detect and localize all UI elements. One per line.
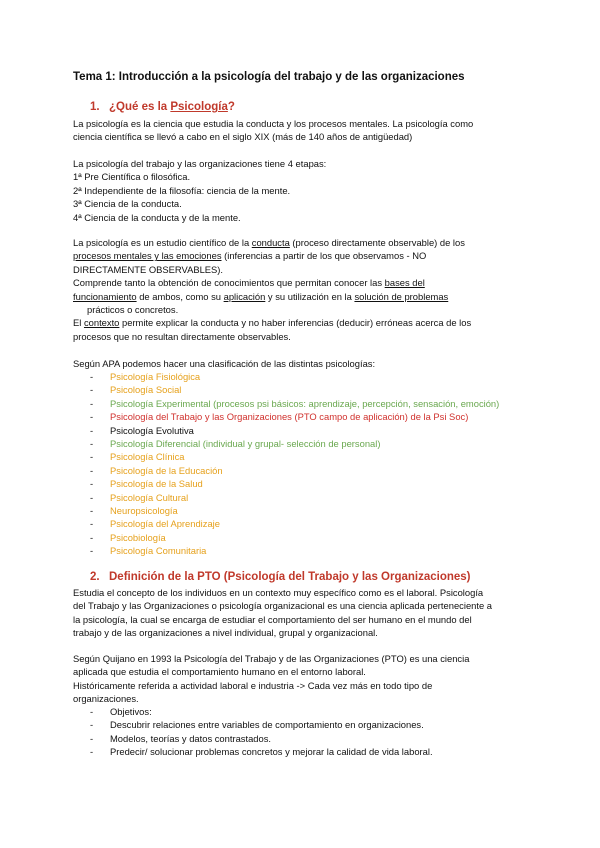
text-line: 2ª Independiente de la filosofía: ciencia de la mente. [73, 184, 291, 196]
text-line [73, 236, 471, 249]
text-line: del Trabajo y las Organizaciones o psicología organizacional es una ciencia aplicada perteneciente a [73, 600, 493, 612]
list-item: - Descubrir relaciones entre variables de comportamiento en organizaciones. [90, 718, 433, 731]
list-item: - Psicología Comunitaria [90, 544, 499, 557]
objectives-list [90, 705, 433, 759]
section-1-heading-post: ? [227, 101, 235, 113]
document-title: Tema 1: Introducción a la psicología del trabajo y de las organizaciones [73, 71, 465, 83]
underlined-term: funcionamiento [73, 290, 137, 302]
text-line: 3ª Ciencia de la conducta. [73, 198, 182, 210]
text-span: El [73, 317, 84, 329]
list-item: - Psicología del Trabajo y las Organizaciones (PTO campo de aplicación) de la Psi Soc) [90, 410, 499, 423]
text-line [73, 276, 471, 289]
underlined-term: contexto [83, 317, 120, 329]
underlined-term: procesos mentales y las emociones [73, 250, 222, 262]
list-item: - Psicología de la Salud [90, 477, 499, 490]
text-span: de ambos, como su [136, 290, 224, 302]
section-2-number: 2. [90, 571, 100, 583]
list-item: - Modelos, teorías y datos contrastados. [90, 732, 433, 745]
text-line: 1ª Pre Científica o filosófica. [73, 171, 191, 183]
text-line: Históricamente referida a actividad laboral e industria -> Cada vez más en todo tipo de [73, 679, 433, 691]
apa-intro: Según APA podemos hacer una clasificación de las distintas psicologías: [73, 358, 376, 369]
list-item: - Psicología Social [90, 383, 499, 396]
text-line: Estudia el concepto de los individuos en un contexto muy específico como es el laboral. Psicología [73, 587, 484, 598]
text-span: La psicología es un estudio científico de la [73, 237, 252, 248]
list-item: - Psicología Experimental (procesos psi básicos: aprendizaje, percepción, sensación, emoción) [90, 397, 499, 410]
section-1-heading [90, 101, 235, 113]
list-item: - Psicología Cultural [90, 491, 499, 504]
underlined-term: solución de problemas [354, 290, 449, 302]
section-2-heading-text: Definición de la PTO (Psicología del Trabajo y las Organizaciones) [109, 571, 471, 583]
section-2-heading [90, 571, 471, 583]
text-line: La psicología es la ciencia que estudia la conducta y los procesos mentales. La psicología como [73, 118, 474, 129]
underlined-term: conducta [251, 237, 290, 248]
text-line: 4ª Ciencia de la conducta y de la mente. [73, 211, 241, 223]
underlined-term: bases del [384, 277, 425, 289]
section-2-paragraph-1 [73, 586, 492, 640]
text-span: (inferencias a partir de los que observamos - NO [221, 250, 427, 262]
text-line: ciencia científica se llevó a cabo en el siglo XIX (más de 140 años de antigüedad) [73, 131, 413, 143]
text-line: la psicología, la cual se encarga de estudiar el comportamiento del ser humano en el mundo del [73, 613, 472, 625]
text-line [73, 249, 471, 262]
text-span: Comprende tanto la obtención de conocimientos que permitan conocer las [73, 277, 385, 289]
section-1-paragraph-1 [73, 117, 473, 144]
text-line: procesos que no resultan directamente observables. [73, 330, 291, 342]
text-span: y su utilización en la [265, 290, 355, 302]
list-item: - Psicología de la Educación [90, 464, 499, 477]
text-line: organizaciones. [73, 693, 139, 705]
section-1-stages [73, 157, 326, 224]
list-item: - Objetivos: [90, 705, 433, 718]
text-line [73, 290, 471, 303]
section-1-number: 1. [90, 101, 100, 113]
underlined-term: aplicación [223, 290, 266, 302]
apa-psychology-list [90, 370, 499, 558]
list-item: - Neuropsicología [90, 504, 499, 517]
section-1-paragraph-3 [73, 236, 471, 343]
text-line: trabajo y de las organizaciones a nivel individual, grupal y organizacional. [73, 627, 378, 639]
list-item: - Psicología Fisiológica [90, 370, 499, 383]
list-item: - Predecir/ solucionar problemas concretos y mejorar la calidad de vida laboral. [90, 745, 433, 758]
text-line: DIRECTAMENTE OBSERVABLES). [73, 263, 224, 275]
list-item: - Psicobiología [90, 531, 499, 544]
list-item: - Psicología del Aprendizaje [90, 517, 499, 530]
section-1-heading-pre: ¿Qué es la [109, 101, 171, 113]
section-2-paragraph-2 [73, 652, 469, 706]
text-line: Según Quijano en 1993 la Psicología del Trabajo y de las Organizaciones (PTO) es una ciencia [73, 653, 470, 664]
text-line: prácticos o concretos. [87, 304, 179, 316]
text-span: permite explicar la conducta y no haber inferencias (deducir) erróneas acerca de los [119, 317, 472, 329]
list-item: - Psicología Evolutiva [90, 424, 499, 437]
section-1-heading-underlined: Psicología [170, 101, 228, 113]
text-line: La psicología del trabajo y las organizaciones tiene 4 etapas: [73, 158, 327, 169]
text-line [73, 316, 471, 329]
text-line: aplicada que estudia el comportamiento humano en el entorno laboral. [73, 666, 366, 678]
list-item: - Psicología Diferencial (individual y grupal- selección de personal) [90, 437, 499, 450]
text-span: (proceso directamente observable) de los [289, 237, 465, 248]
list-item: - Psicología Clínica [90, 450, 499, 463]
